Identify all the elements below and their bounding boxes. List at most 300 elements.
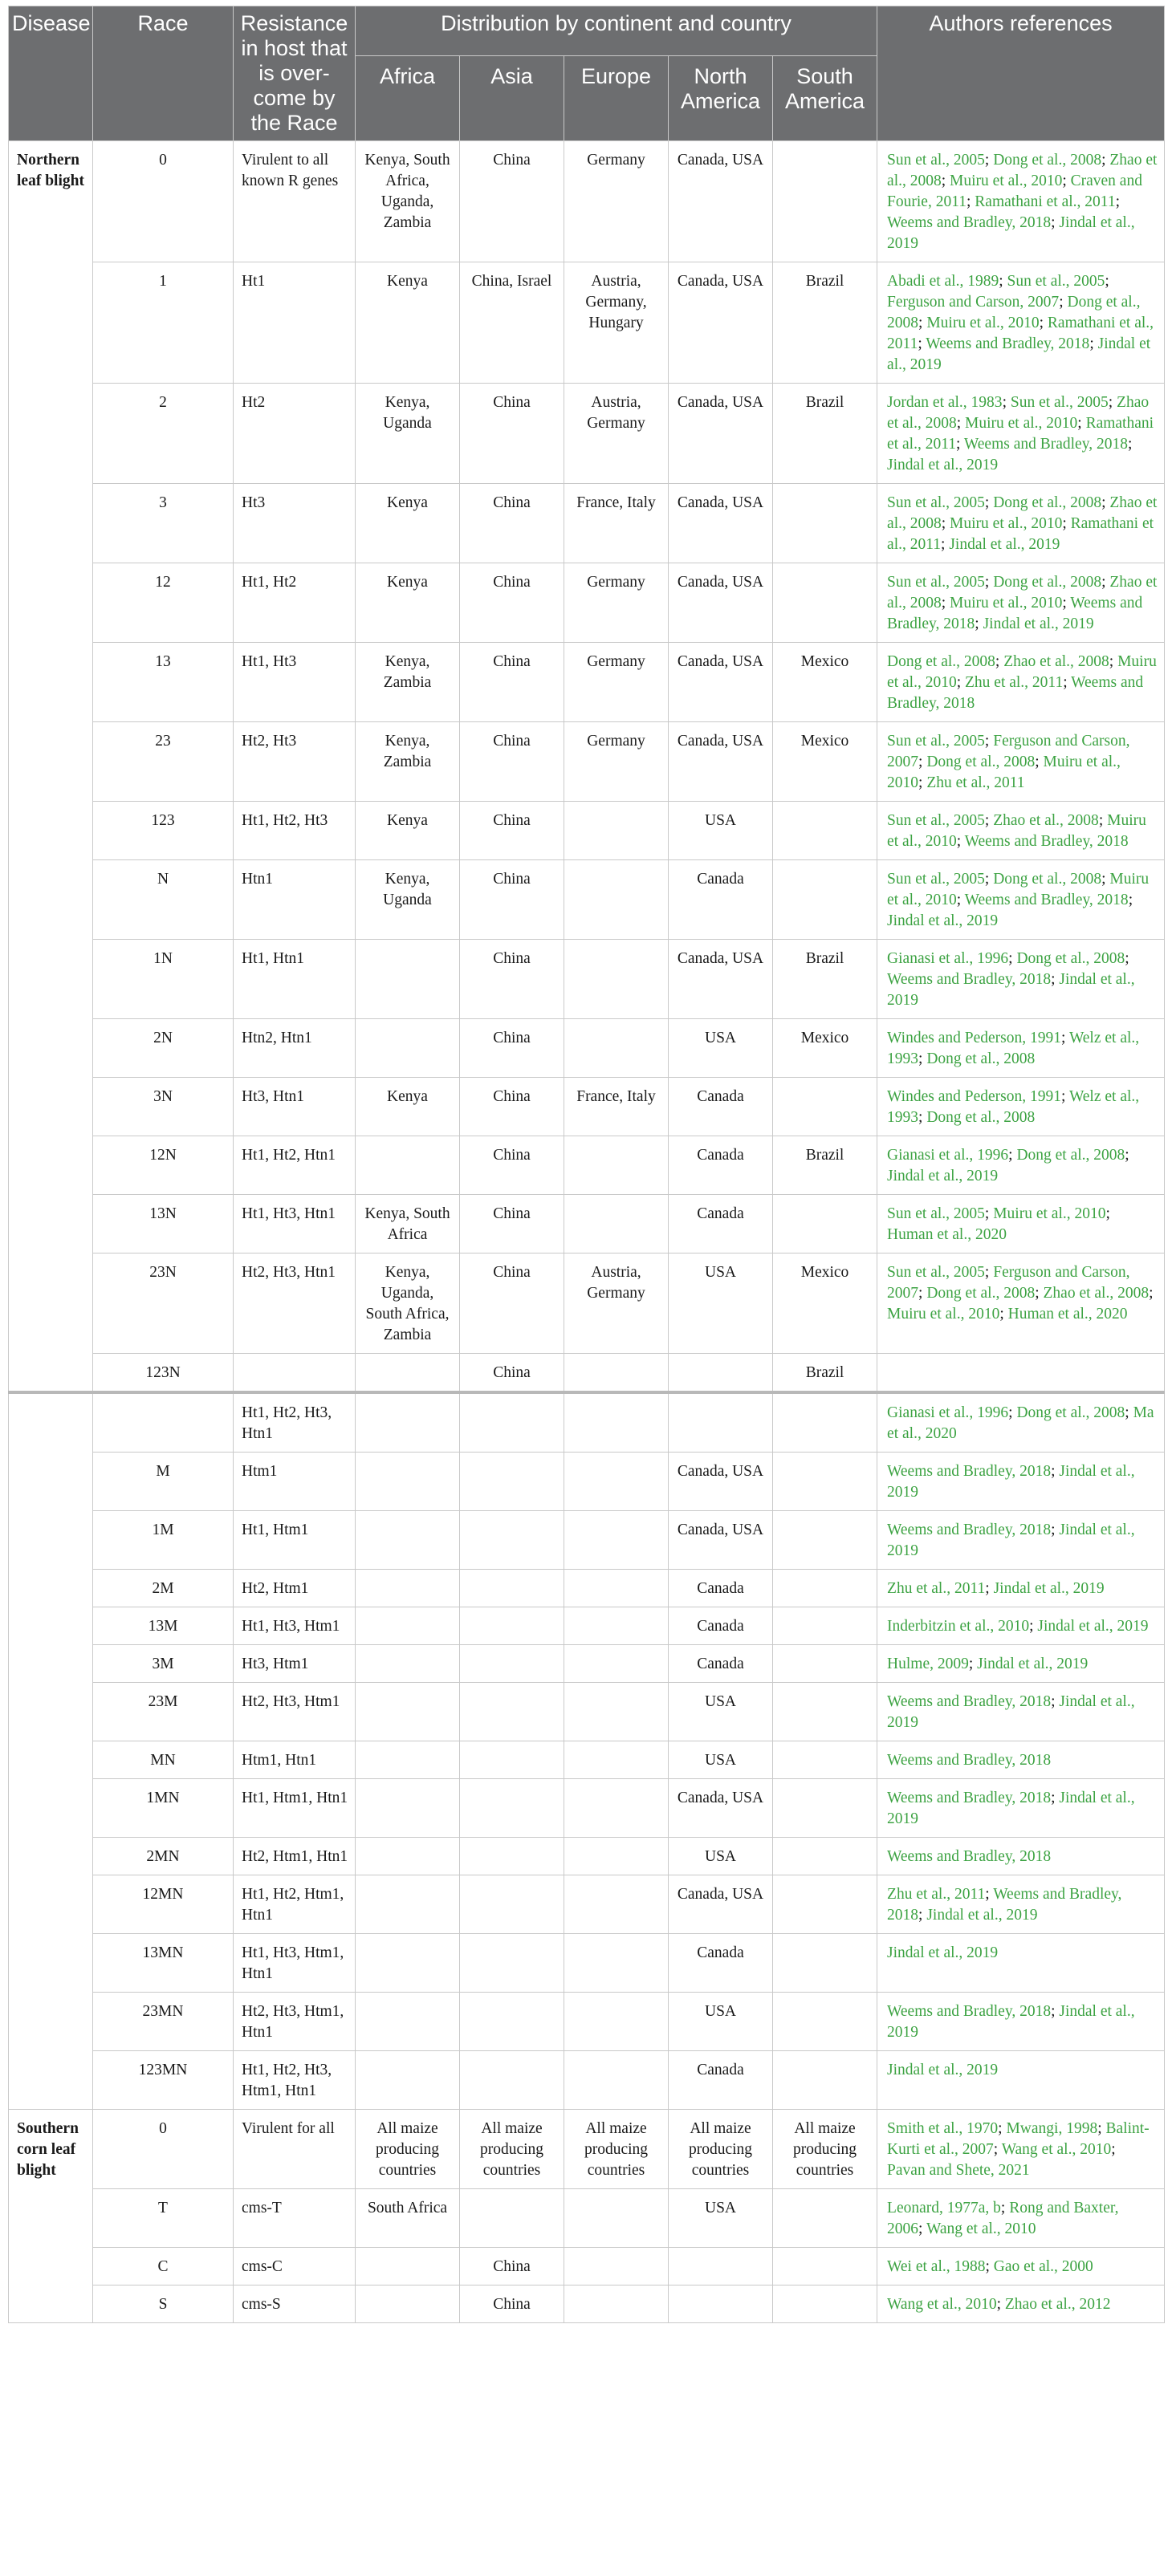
reference-link[interactable]: Zhao et al., 2008 (887, 494, 1158, 532)
europe-cell: All maize producing countries (564, 2110, 669, 2189)
europe-cell: Austria, Germany, Hungary (564, 262, 669, 384)
reference-link[interactable]: Sun et al., 2005 (1007, 273, 1105, 290)
reference-link[interactable]: Sun et al., 2005 (887, 152, 985, 169)
race-cell: 23N (93, 1253, 234, 1354)
race-cell (93, 1392, 234, 1453)
asia-cell: China (460, 643, 564, 722)
africa-cell: Kenya (356, 1078, 460, 1136)
africa-cell (356, 1019, 460, 1078)
reference-link[interactable]: Weems and Bradley, 2018 (887, 2003, 1052, 2020)
north-america-cell: Canada, USA (669, 722, 773, 802)
reference-link[interactable]: Muiru et al., 2010 (965, 415, 1078, 432)
resistance-cell: Htm1, Htn1 (234, 1741, 356, 1779)
reference-link[interactable]: Weems and Bradley, 2018 (887, 1848, 1052, 1865)
table-row (9, 2285, 1165, 2323)
reference-link[interactable]: Dong et al., 2008 (993, 494, 1102, 511)
reference-link[interactable]: Jindal et al., 2019 (983, 616, 1094, 632)
race-cell: M (93, 1453, 234, 1511)
reference-link[interactable]: Zhao et al., 2008 (887, 574, 1158, 611)
europe-cell (564, 1392, 669, 1453)
reference-link[interactable]: Weems and Bradley, 2018 (964, 892, 1129, 908)
reference-link[interactable]: Weems and Bradley, 2018 (887, 971, 1052, 988)
africa-cell (356, 1683, 460, 1741)
africa-cell (356, 1354, 460, 1393)
reference-link[interactable]: Balint-Kurti et al., 2007 (887, 2120, 1150, 2158)
resistance-cell: Virulent for all (234, 2110, 356, 2189)
reference-link[interactable]: Muiru et al., 2010 (887, 754, 1121, 791)
reference-link[interactable]: Weems and Bradley, 2018 (887, 1522, 1052, 1538)
resistance-cell: Htm1 (234, 1453, 356, 1511)
reference-link[interactable]: Wang et al., 2010 (1001, 2141, 1112, 2158)
reference-link[interactable]: Weems and Bradley, 2018 (887, 1790, 1052, 1806)
table-row (9, 1683, 1165, 1741)
asia-cell (460, 2189, 564, 2248)
europe-cell (564, 860, 669, 940)
reference-link[interactable]: Jindal et al., 2019 (977, 1656, 1089, 1672)
resistance-cell: Ht1, Ht2 (234, 563, 356, 643)
references-cell: Sun et al., 2005; Zhao et al., 2008; Muiru et al., 2010; Weems and Bradley, 2018 (877, 802, 1165, 860)
table-row (9, 2110, 1165, 2189)
north-america-cell (669, 2285, 773, 2323)
south-america-cell: Mexico (773, 643, 877, 722)
reference-link[interactable]: Craven and Fourie, 2011 (887, 173, 1142, 210)
reference-link[interactable]: Jordan et al., 1983 (887, 394, 1003, 411)
resistance-cell: Ht1 (234, 262, 356, 384)
reference-link[interactable]: Rong and Baxter, 2006 (887, 2200, 1119, 2237)
reference-link[interactable]: Weems and Bradley, 2018 (963, 436, 1128, 453)
africa-cell (356, 940, 460, 1019)
south-america-cell (773, 2285, 877, 2323)
north-america-cell: Canada (669, 860, 773, 940)
reference-link[interactable]: Dong et al., 2008 (993, 152, 1102, 169)
south-america-cell (773, 141, 877, 262)
reference-link[interactable]: Smith et al., 1970 (887, 2120, 999, 2137)
reference-link[interactable]: Sun et al., 2005 (887, 733, 985, 750)
reference-link[interactable]: Sun et al., 2005 (887, 812, 985, 829)
reference-link[interactable]: Muiru et al., 2010 (950, 515, 1063, 532)
asia-cell (460, 1392, 564, 1453)
table-row (9, 1934, 1165, 1993)
references-cell: Weems and Bradley, 2018; Jindal et al., 2019 (877, 1993, 1165, 2051)
europe-cell (564, 802, 669, 860)
resistance-cell: Ht1, Ht2, Ht3 (234, 802, 356, 860)
reference-link[interactable]: Dong et al., 2008 (926, 1109, 1036, 1126)
reference-link[interactable]: Jindal et al., 2019 (887, 1693, 1135, 1731)
resistance-cell: Ht3, Htm1 (234, 1645, 356, 1683)
references-cell: Smith et al., 1970; Mwangi, 1998; Balint-Kurti et al., 2007; Wang et al., 2010; Pavan and Shete, 2021 (877, 2110, 1165, 2189)
reference-link[interactable]: Jindal et al., 2019 (926, 1907, 1038, 1924)
reference-link[interactable]: Wang et al., 2010 (926, 2220, 1036, 2237)
resistance-cell: cms-T (234, 2189, 356, 2248)
africa-cell (356, 2051, 460, 2110)
race-cell: 12 (93, 563, 234, 643)
reference-link[interactable]: Muiru et al., 2010 (887, 871, 1150, 908)
north-america-cell: Canada, USA (669, 1875, 773, 1934)
reference-link[interactable]: Sun et al., 2005 (887, 871, 985, 888)
reference-link[interactable]: Muiru et al., 2010 (950, 595, 1063, 611)
north-america-cell: Canada, USA (669, 484, 773, 563)
north-america-cell: Canada (669, 1195, 773, 1253)
africa-cell: Kenya, Uganda (356, 860, 460, 940)
table-row (9, 1078, 1165, 1136)
reference-link[interactable]: Jindal et al., 2019 (887, 912, 999, 929)
reference-link[interactable]: Zhao et al., 2008 (1003, 653, 1109, 670)
references-cell: Weems and Bradley, 2018; Jindal et al., 2019 (877, 1683, 1165, 1741)
asia-cell: China (460, 860, 564, 940)
table-row (9, 262, 1165, 384)
reference-link[interactable]: Ramathani et al., 2011 (887, 515, 1154, 553)
reference-link[interactable]: Sun et al., 2005 (1010, 394, 1109, 411)
table-row (9, 1741, 1165, 1779)
north-america-cell (669, 1392, 773, 1453)
reference-link[interactable]: Jindal et al., 2019 (887, 457, 999, 473)
header-distribution: Distribution by continent and country (356, 6, 877, 56)
europe-cell: Germany (564, 643, 669, 722)
reference-link[interactable]: Ramathani et al., 2011 (975, 193, 1116, 210)
reference-link[interactable]: Pavan and Shete, 2021 (887, 2162, 1030, 2179)
reference-link[interactable]: Jindal et al., 2019 (887, 2003, 1135, 2041)
reference-link[interactable]: Zhu et al., 2011 (887, 1580, 986, 1597)
references-cell: Abadi et al., 1989; Sun et al., 2005; Ferguson and Carson, 2007; Dong et al., 2008; Muiru et al., 2010; Ramathani et al., 2011; Weems and Bradley, 2018; Jindal et al., 2019 (877, 262, 1165, 384)
resistance-cell: Ht1, Ht3, Htm1 (234, 1607, 356, 1645)
asia-cell (460, 1779, 564, 1838)
europe-cell: Austria, Germany (564, 1253, 669, 1354)
resistance-cell: Ht3 (234, 484, 356, 563)
disease-cell: Southern corn leaf blight (9, 2110, 93, 2323)
south-america-cell (773, 1078, 877, 1136)
reference-link[interactable]: Dong et al., 2008 (1016, 1147, 1125, 1164)
resistance-cell: Ht1, Ht2, Htm1, Htn1 (234, 1875, 356, 1934)
asia-cell: China (460, 2248, 564, 2285)
references-cell: Gianasi et al., 1996; Dong et al., 2008; Weems and Bradley, 2018; Jindal et al., 2019 (877, 940, 1165, 1019)
reference-link[interactable]: Weems and Bradley, 2018 (887, 1886, 1122, 1924)
reference-link[interactable]: Jindal et al., 2019 (993, 1580, 1105, 1597)
race-cell: 13MN (93, 1934, 234, 1993)
north-america-cell: Canada, USA (669, 1779, 773, 1838)
africa-cell: South Africa (356, 2189, 460, 2248)
reference-link[interactable]: Sun et al., 2005 (887, 574, 985, 591)
south-america-cell (773, 1645, 877, 1683)
reference-link[interactable]: Welz et al., 1993 (887, 1030, 1140, 1067)
north-america-cell: Canada, USA (669, 141, 773, 262)
europe-cell (564, 2051, 669, 2110)
north-america-cell: USA (669, 1253, 773, 1354)
reference-link[interactable]: Gianasi et al., 1996 (887, 1147, 1009, 1164)
references-cell: Hulme, 2009; Jindal et al., 2019 (877, 1645, 1165, 1683)
race-cell: 23M (93, 1683, 234, 1741)
references-cell: Gianasi et al., 1996; Dong et al., 2008; Ma et al., 2020 (877, 1392, 1165, 1453)
table-row (9, 860, 1165, 940)
reference-link[interactable]: Abadi et al., 1989 (887, 273, 999, 290)
reference-link[interactable]: Ferguson and Carson, 2007 (887, 733, 1130, 770)
header-north-america: North America (669, 55, 773, 140)
north-america-cell: Canada, USA (669, 1511, 773, 1570)
reference-link[interactable]: Weems and Bradley, 2018 (926, 335, 1090, 352)
reference-link[interactable]: Zhao et al., 2012 (1004, 2296, 1111, 2313)
reference-link[interactable]: Jindal et al., 2019 (887, 335, 1151, 373)
table-row (9, 2189, 1165, 2248)
reference-link[interactable]: Ferguson and Carson, 2007 (887, 294, 1060, 311)
europe-cell (564, 1570, 669, 1607)
asia-cell (460, 1683, 564, 1741)
reference-link[interactable]: Dong et al., 2008 (926, 754, 1036, 770)
south-america-cell (773, 1195, 877, 1253)
north-america-cell (669, 1354, 773, 1393)
reference-link[interactable]: Sun et al., 2005 (887, 1264, 985, 1281)
reference-link[interactable]: Weems and Bradley, 2018 (964, 833, 1129, 850)
disease-cell: Northern leaf blight (9, 141, 93, 1393)
africa-cell (356, 1607, 460, 1645)
asia-cell: China (460, 940, 564, 1019)
table-row (9, 141, 1165, 262)
references-cell: Zhu et al., 2011; Weems and Bradley, 2018; Jindal et al., 2019 (877, 1875, 1165, 1934)
africa-cell: Kenya (356, 484, 460, 563)
south-america-cell (773, 1570, 877, 1607)
race-cell: 2 (93, 384, 234, 484)
table-row (9, 1570, 1165, 1607)
reference-link[interactable]: Muiru et al., 2010 (993, 1205, 1106, 1222)
europe-cell (564, 1779, 669, 1838)
south-america-cell (773, 563, 877, 643)
reference-link[interactable]: Gianasi et al., 1996 (887, 950, 1009, 967)
europe-cell (564, 1136, 669, 1195)
resistance-cell: Ht1, Ht3, Htm1, Htn1 (234, 1934, 356, 1993)
reference-link[interactable]: Sun et al., 2005 (887, 494, 985, 511)
resistance-cell (234, 1354, 356, 1393)
reference-link[interactable]: Leonard, 1977a, b (887, 2200, 1001, 2216)
north-america-cell: USA (669, 1838, 773, 1875)
europe-cell (564, 2248, 669, 2285)
reference-link[interactable]: Weems and Bradley, 2018 (887, 1693, 1052, 1710)
reference-link[interactable]: Dong et al., 2008 (887, 653, 995, 670)
reference-link[interactable]: Zhao et al., 2008 (887, 152, 1158, 189)
references-cell: Wang et al., 2010; Zhao et al., 2012 (877, 2285, 1165, 2323)
asia-cell (460, 2051, 564, 2110)
reference-link[interactable]: Weems and Bradley, 2018 (887, 214, 1052, 231)
reference-link[interactable]: Human et al., 2020 (1007, 1306, 1128, 1323)
reference-link[interactable]: Jindal et al., 2019 (887, 1790, 1135, 1827)
table-row (9, 1392, 1165, 1453)
south-america-cell (773, 1993, 877, 2051)
reference-link[interactable]: Weems and Bradley, 2018 (887, 595, 1143, 632)
table-row (9, 1136, 1165, 1195)
table-row (9, 1019, 1165, 1078)
reference-link[interactable]: Ramathani et al., 2011 (887, 415, 1154, 453)
south-america-cell (773, 2051, 877, 2110)
resistance-cell: Ht1, Htm1 (234, 1511, 356, 1570)
north-america-cell: Canada (669, 1570, 773, 1607)
africa-cell: Kenya, Uganda, South Africa, Zambia (356, 1253, 460, 1354)
reference-link[interactable]: Muiru et al., 2010 (950, 173, 1063, 189)
reference-link[interactable]: Weems and Bradley, 2018 (887, 674, 1144, 712)
asia-cell: China (460, 384, 564, 484)
europe-cell (564, 1354, 669, 1393)
reference-link[interactable]: Gianasi et al., 1996 (887, 1404, 1009, 1421)
reference-link[interactable]: Jindal et al., 2019 (887, 1522, 1135, 1559)
reference-link[interactable]: Human et al., 2020 (887, 1226, 1007, 1243)
asia-cell: China (460, 802, 564, 860)
asia-cell: China (460, 141, 564, 262)
reference-link[interactable]: Zhao et al., 2008 (993, 812, 1099, 829)
reference-link[interactable]: Muiru et al., 2010 (887, 812, 1146, 850)
reference-link[interactable]: Weems and Bradley, 2018 (887, 1752, 1052, 1769)
north-america-cell: Canada, USA (669, 384, 773, 484)
reference-link[interactable]: Muiru et al., 2010 (926, 315, 1040, 331)
reference-link[interactable]: Inderbitzin et al., 2010 (887, 1618, 1030, 1635)
reference-link[interactable]: Jindal et al., 2019 (887, 214, 1135, 252)
south-america-cell: Brazil (773, 1354, 877, 1393)
race-cell: 123MN (93, 2051, 234, 2110)
reference-link[interactable]: Wei et al., 1988 (887, 2258, 986, 2275)
north-america-cell: Canada, USA (669, 563, 773, 643)
reference-link[interactable]: Zhu et al., 2011 (965, 674, 1064, 691)
europe-cell: France, Italy (564, 484, 669, 563)
reference-link[interactable]: Ma et al., 2020 (887, 1404, 1154, 1442)
reference-link[interactable]: Jindal et al., 2019 (887, 1944, 999, 1961)
asia-cell: China (460, 563, 564, 643)
reference-link[interactable]: Jindal et al., 2019 (887, 1168, 999, 1184)
south-america-cell: Brazil (773, 940, 877, 1019)
references-cell (877, 1838, 1165, 1875)
europe-cell (564, 1993, 669, 2051)
asia-cell (460, 1838, 564, 1875)
reference-link[interactable]: Jindal et al., 2019 (887, 2062, 999, 2078)
race-cell: S (93, 2285, 234, 2323)
resistance-cell: Ht2, Htm1 (234, 1570, 356, 1607)
reference-link[interactable]: Muiru et al., 2010 (887, 653, 1157, 691)
references-cell: Wei et al., 1988; Gao et al., 2000 (877, 2248, 1165, 2285)
references-cell: Sun et al., 2005; Dong et al., 2008; Zhao et al., 2008; Muiru et al., 2010; Weems and Bradley, 2018; Jindal et al., 2019 (877, 563, 1165, 643)
race-cell: 1 (93, 262, 234, 384)
resistance-cell: Ht2, Ht3, Htn1 (234, 1253, 356, 1354)
africa-cell (356, 1875, 460, 1934)
resistance-cell: Ht1, Ht2, Ht3, Htn1 (234, 1392, 356, 1453)
resistance-cell: Ht2, Htm1, Htn1 (234, 1838, 356, 1875)
south-america-cell (773, 2248, 877, 2285)
europe-cell (564, 1934, 669, 1993)
asia-cell (460, 1875, 564, 1934)
reference-link[interactable]: Windes and Pederson, 1991 (887, 1030, 1061, 1046)
table-row (9, 484, 1165, 563)
reference-link[interactable]: Welz et al., 1993 (887, 1088, 1140, 1126)
africa-cell (356, 1570, 460, 1607)
africa-cell: All maize producing countries (356, 2110, 460, 2189)
reference-link[interactable]: Jindal et al., 2019 (1037, 1618, 1149, 1635)
reference-link[interactable]: Windes and Pederson, 1991 (887, 1088, 1061, 1105)
reference-link[interactable]: Dong et al., 2008 (993, 574, 1102, 591)
south-america-cell (773, 2189, 877, 2248)
reference-link[interactable]: Gao et al., 2000 (993, 2258, 1093, 2275)
south-america-cell: Brazil (773, 1136, 877, 1195)
reference-link[interactable]: Jindal et al., 2019 (949, 536, 1060, 553)
asia-cell: China (460, 2285, 564, 2323)
europe-cell: Austria, Germany (564, 384, 669, 484)
references-cell: Sun et al., 2005; Dong et al., 2008; Muiru et al., 2010; Weems and Bradley, 2018; Jindal et al., 2019 (877, 860, 1165, 940)
reference-link[interactable]: Zhu et al., 2011 (887, 1886, 986, 1903)
references-cell: Inderbitzin et al., 2010; Jindal et al., 2019 (877, 1607, 1165, 1645)
reference-link[interactable]: Dong et al., 2008 (1016, 1404, 1125, 1421)
resistance-cell: Ht2, Ht3 (234, 722, 356, 802)
reference-link[interactable]: Wang et al., 2010 (887, 2296, 997, 2313)
south-america-cell (773, 1934, 877, 1993)
reference-link[interactable]: Jindal et al., 2019 (887, 1463, 1135, 1501)
table-row (9, 1993, 1165, 2051)
references-cell (877, 1741, 1165, 1779)
reference-link[interactable]: Zhao et al., 2008 (887, 394, 1150, 432)
asia-cell: China (460, 1354, 564, 1393)
race-cell: 13N (93, 1195, 234, 1253)
africa-cell (356, 1741, 460, 1779)
table-row (9, 1838, 1165, 1875)
race-cell: 123 (93, 802, 234, 860)
references-cell: Windes and Pederson, 1991; Welz et al., 1993; Dong et al., 2008 (877, 1019, 1165, 1078)
reference-link[interactable]: Zhu et al., 2011 (926, 774, 1025, 791)
europe-cell (564, 1195, 669, 1253)
north-america-cell: USA (669, 1683, 773, 1741)
north-america-cell: USA (669, 1993, 773, 2051)
table-row (9, 2051, 1165, 2110)
resistance-cell: Htn2, Htn1 (234, 1019, 356, 1078)
references-cell: Weems and Bradley, 2018; Jindal et al., 2019 (877, 1511, 1165, 1570)
europe-cell (564, 1683, 669, 1741)
reference-link[interactable]: Jindal et al., 2019 (887, 971, 1135, 1009)
reference-link[interactable]: Muiru et al., 2010 (887, 1306, 1000, 1323)
table-row (9, 1645, 1165, 1683)
asia-cell: China (460, 1078, 564, 1136)
asia-cell (460, 1511, 564, 1570)
reference-link[interactable]: Weems and Bradley, 2018 (887, 1463, 1052, 1480)
europe-cell (564, 2189, 669, 2248)
header-africa: Africa (356, 55, 460, 140)
north-america-cell: Canada (669, 2051, 773, 2110)
europe-cell (564, 1453, 669, 1511)
asia-cell: China (460, 1136, 564, 1195)
references-cell: Sun et al., 2005; Dong et al., 2008; Zhao et al., 2008; Muiru et al., 2010; Ramathani et al., 2011; Jindal et al., 2019 (877, 484, 1165, 563)
reference-link[interactable]: Dong et al., 2008 (993, 871, 1102, 888)
header-race: Race (93, 6, 234, 141)
north-america-cell: Canada, USA (669, 643, 773, 722)
asia-cell: China (460, 1195, 564, 1253)
reference-link[interactable]: Zhao et al., 2008 (1043, 1285, 1150, 1302)
africa-cell (356, 1136, 460, 1195)
race-cell: 12N (93, 1136, 234, 1195)
reference-link[interactable]: Mwangi, 1998 (1006, 2120, 1098, 2137)
resistance-cell: Ht1, Ht3, Htn1 (234, 1195, 356, 1253)
asia-cell (460, 1645, 564, 1683)
race-cell: 23 (93, 722, 234, 802)
reference-link[interactable]: Dong et al., 2008 (926, 1285, 1036, 1302)
africa-cell: Kenya (356, 802, 460, 860)
europe-cell (564, 1741, 669, 1779)
reference-link[interactable]: Dong et al., 2008 (926, 1050, 1036, 1067)
reference-link[interactable]: Dong et al., 2008 (1016, 950, 1125, 967)
reference-link[interactable]: Sun et al., 2005 (887, 1205, 985, 1222)
table-row (9, 643, 1165, 722)
asia-cell: China (460, 722, 564, 802)
references-cell: Leonard, 1977a, b; Rong and Baxter, 2006; Wang et al., 2010 (877, 2189, 1165, 2248)
resistance-cell: Ht3, Htn1 (234, 1078, 356, 1136)
table-row (9, 2248, 1165, 2285)
race-cell: 1M (93, 1511, 234, 1570)
reference-link[interactable]: Ramathani et al., 2011 (887, 315, 1154, 352)
reference-link[interactable]: Dong et al., 2008 (887, 294, 1141, 331)
north-america-cell: USA (669, 1741, 773, 1779)
table-body (9, 141, 1165, 2323)
reference-link[interactable]: Hulme, 2009 (887, 1656, 969, 1672)
north-america-cell: All maize producing countries (669, 2110, 773, 2189)
reference-link[interactable]: Ferguson and Carson, 2007 (887, 1264, 1130, 1302)
references-cell: Zhu et al., 2011; Jindal et al., 2019 (877, 1570, 1165, 1607)
